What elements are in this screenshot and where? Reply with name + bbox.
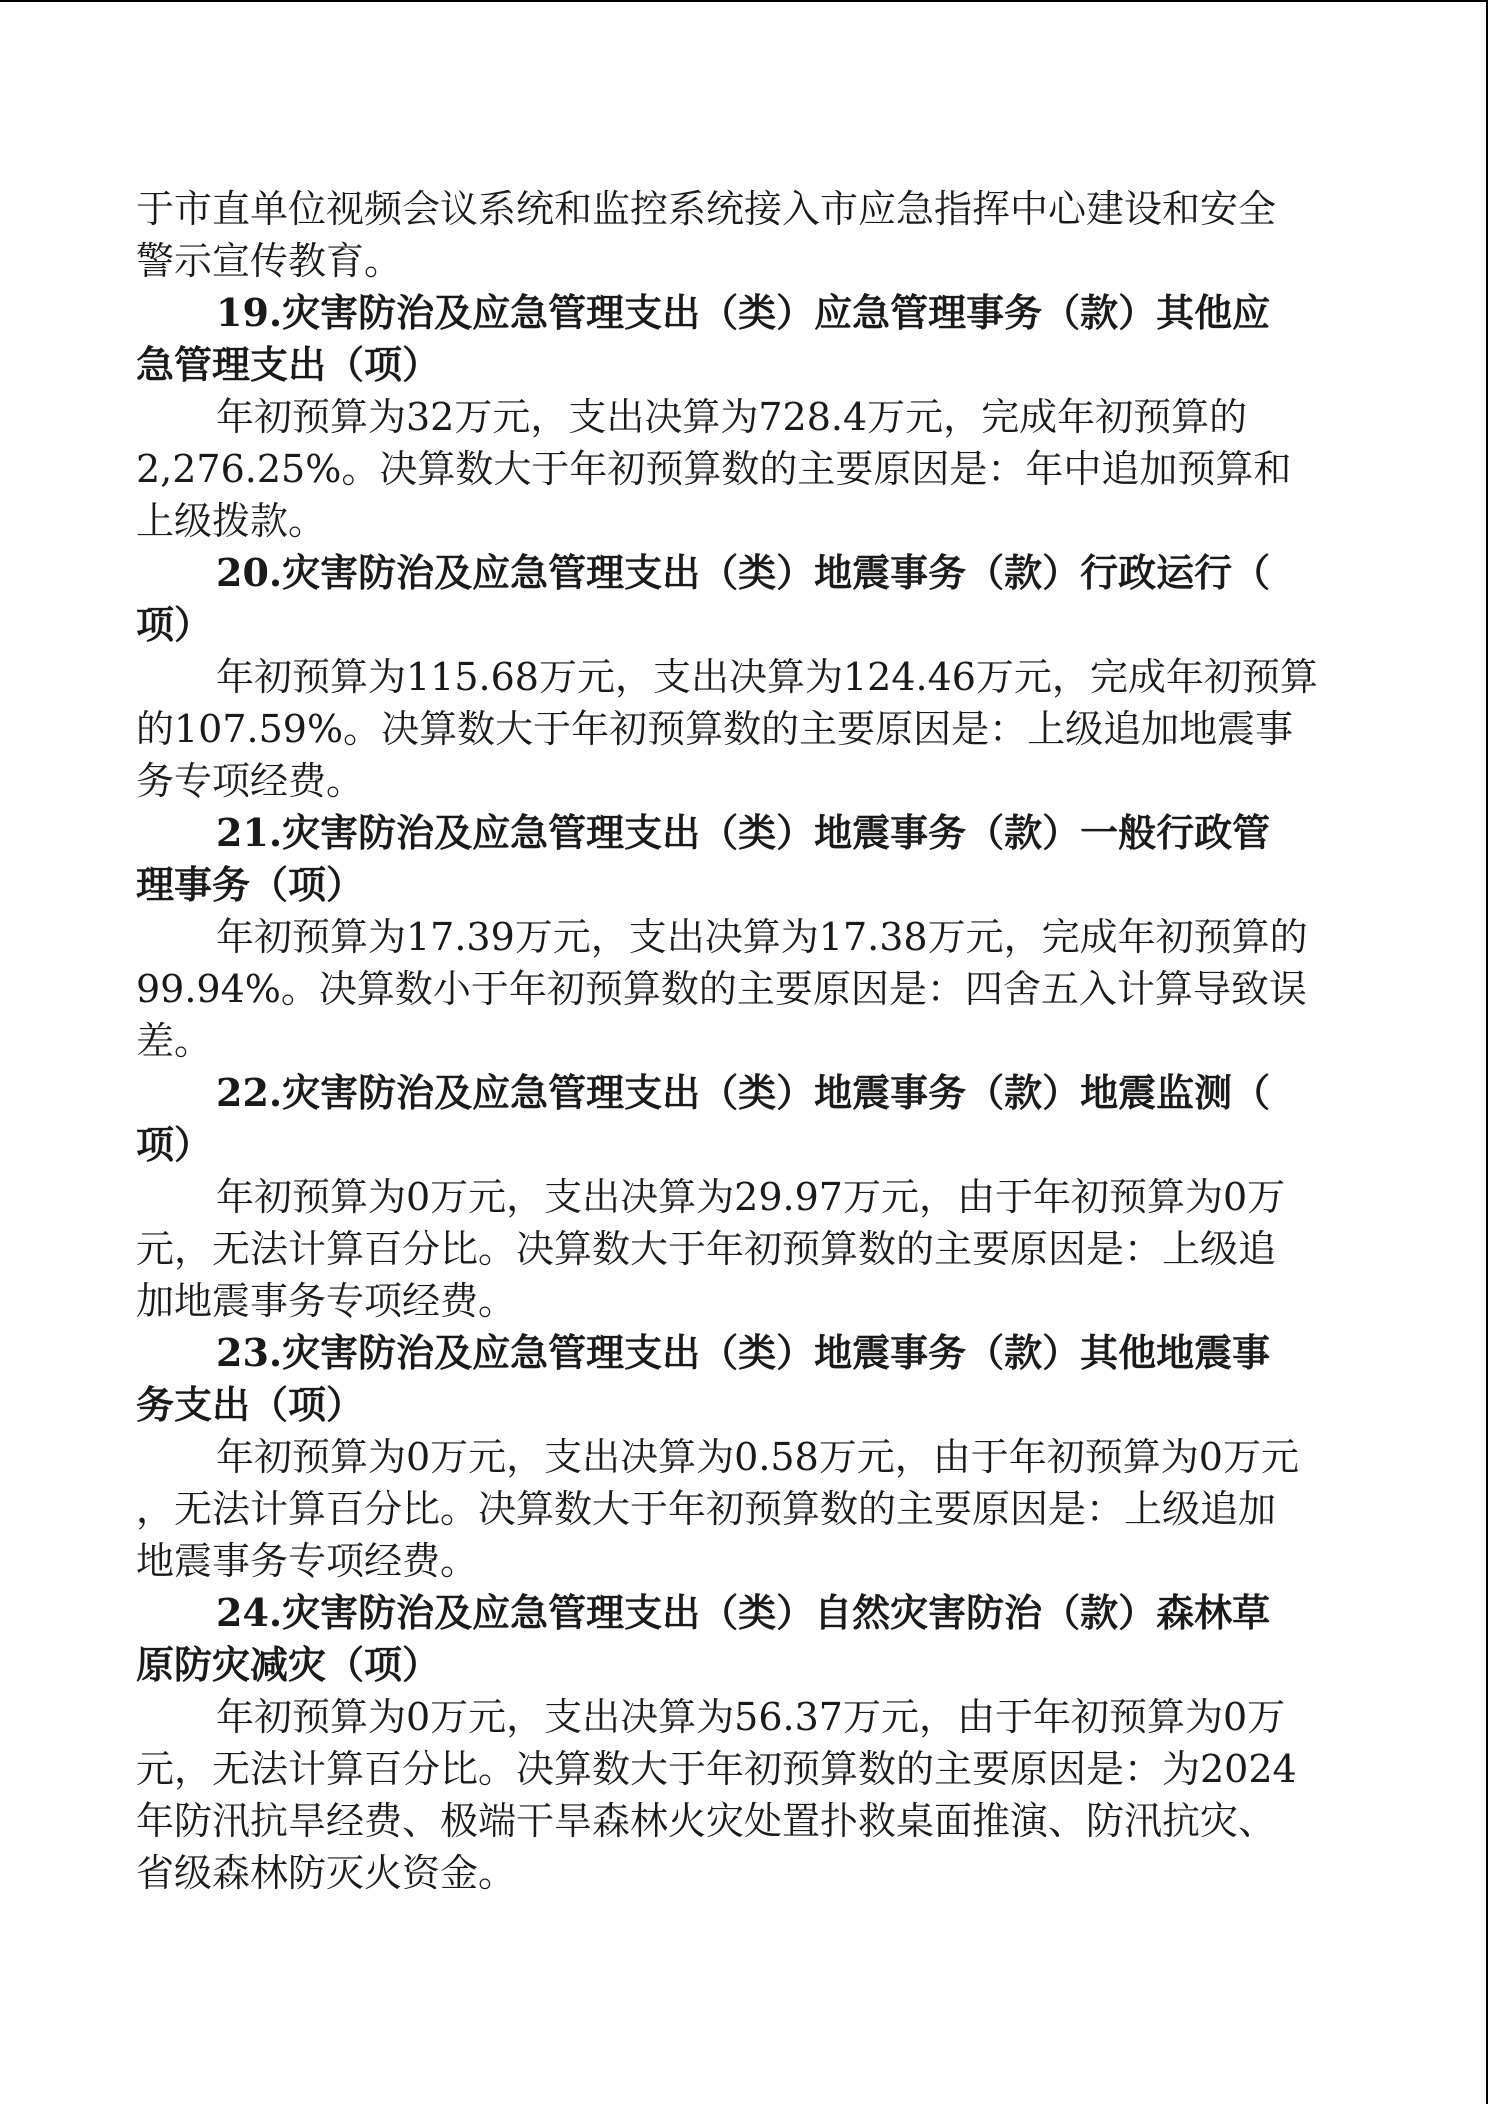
section-heading: 急管理支出（项）	[136, 342, 441, 387]
body-line: 的107.59%。决算数大于年初预算数的主要原因是：上级追加地震事	[136, 707, 1294, 751]
intro-paragraph	[136, 183, 1336, 287]
section-24	[136, 1587, 1336, 1899]
text-line: 于市直单位视频会议系统和监控系统接入市应急指挥中心建设和安全	[136, 187, 1277, 231]
body-line: 2,276.25%。决算数大于年初预算数的主要原因是：年中追加预算和	[136, 447, 1292, 491]
body-line: 99.94%。决算数小于年初预算数的主要原因是：四舍五入计算导致误	[136, 967, 1307, 1011]
section-heading: 项）	[136, 1122, 213, 1167]
body-line: 年初预算为0万元，支出决算为0.58万元，由于年初预算为0万元	[216, 1435, 1299, 1479]
section-heading: 项）	[136, 602, 213, 647]
body-line: 年初预算为32万元，支出决算为728.4万元，完成年初预算的	[216, 395, 1248, 439]
section-21	[136, 807, 1336, 1067]
body-line: 年初预算为0万元，支出决算为56.37万元，由于年初预算为0万	[216, 1695, 1286, 1739]
body-line: 年初预算为0万元，支出决算为29.97万元，由于年初预算为0万	[216, 1175, 1286, 1219]
section-22	[136, 1067, 1336, 1327]
section-20	[136, 547, 1336, 807]
section-23	[136, 1327, 1336, 1587]
body-line: 务专项经费。	[136, 759, 365, 803]
body-line: ，无法计算百分比。决算数大于年初预算数的主要原因是：上级追加	[136, 1487, 1277, 1531]
section-heading: 24.灾害防治及应急管理支出（类）自然灾害防治（款）森林草	[216, 1590, 1271, 1635]
section-heading: 务支出（项）	[136, 1382, 365, 1427]
section-heading: 21.灾害防治及应急管理支出（类）地震事务（款）一般行政管	[216, 810, 1271, 855]
body-line: 地震事务专项经费。	[136, 1539, 479, 1583]
body-line: 年防汛抗旱经费、极端干旱森林火灾处置扑救桌面推演、防汛抗灾、	[136, 1799, 1277, 1843]
body-line: 年初预算为115.68万元，支出决算为124.46万元，完成年初预算	[216, 655, 1318, 699]
body-line: 差。	[136, 1019, 213, 1063]
section-heading: 原防灾减灾（项）	[136, 1642, 441, 1687]
section-heading: 20.灾害防治及应急管理支出（类）地震事务（款）行政运行（	[216, 550, 1271, 595]
section-19	[136, 287, 1336, 547]
section-heading: 19.灾害防治及应急管理支出（类）应急管理事务（款）其他应	[216, 290, 1271, 335]
body-line: 元，无法计算百分比。决算数大于年初预算数的主要原因是：上级追	[136, 1227, 1277, 1271]
document-body	[136, 183, 1336, 1899]
body-line: 上级拨款。	[136, 499, 327, 543]
body-line: 加地震事务专项经费。	[136, 1279, 517, 1323]
body-line: 年初预算为17.39万元，支出决算为17.38万元，完成年初预算的	[216, 915, 1308, 959]
text-line: 警示宣传教育。	[136, 239, 403, 283]
section-heading: 理事务（项）	[136, 862, 365, 907]
section-heading: 22.灾害防治及应急管理支出（类）地震事务（款）地震监测（	[216, 1070, 1271, 1115]
body-line: 省级森林防灭火资金。	[136, 1851, 517, 1895]
body-line: 元，无法计算百分比。决算数大于年初预算数的主要原因是：为2024	[136, 1747, 1297, 1791]
section-heading: 23.灾害防治及应急管理支出（类）地震事务（款）其他地震事	[216, 1330, 1271, 1375]
